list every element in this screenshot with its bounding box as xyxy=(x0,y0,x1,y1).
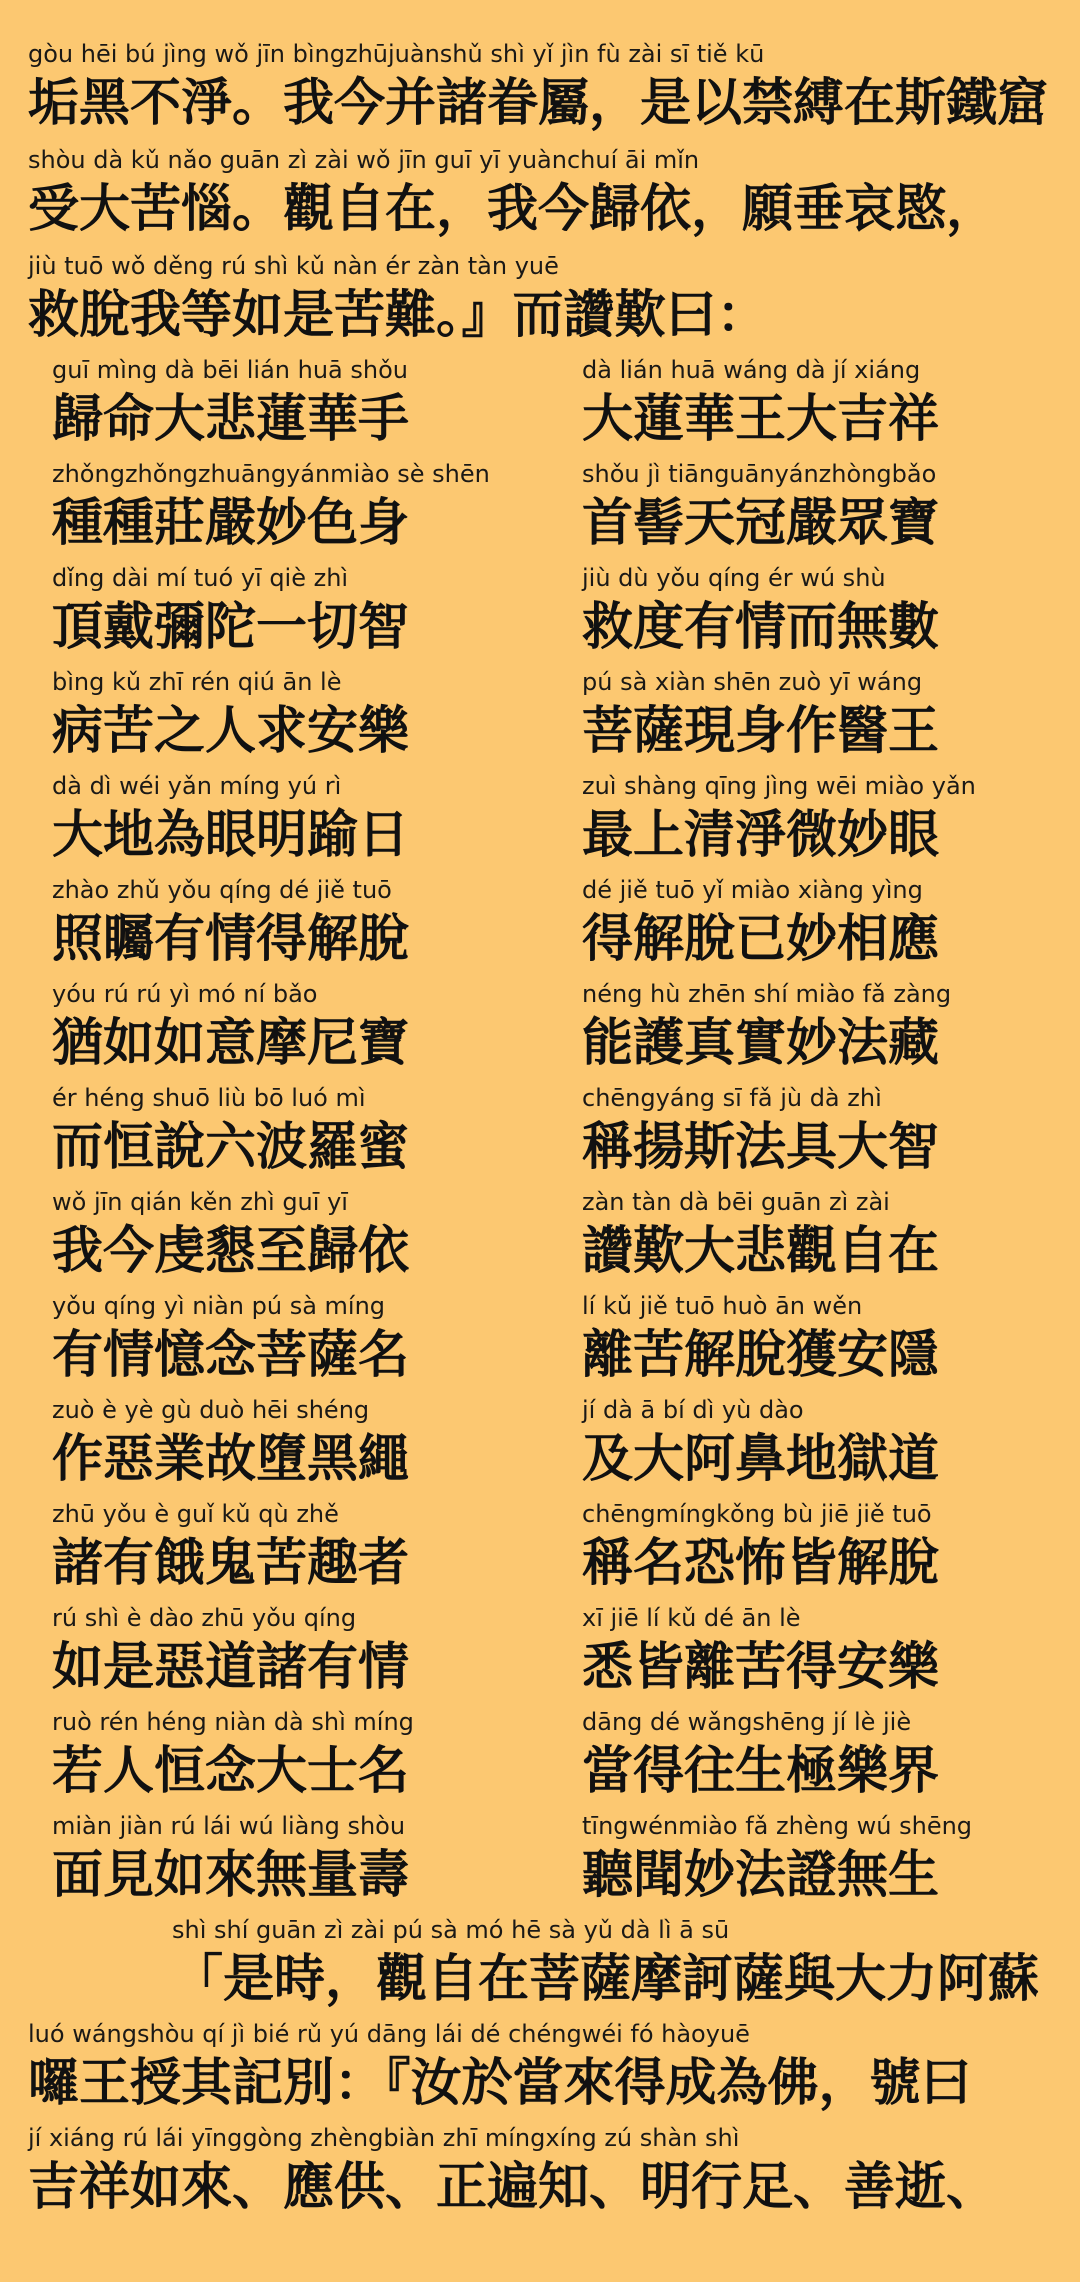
hanzi-line: 照矚有情得解脫 xyxy=(52,910,410,969)
verse-right xyxy=(582,1604,939,1700)
text-line-2 xyxy=(0,146,1080,250)
hanzi-line: 病苦之人求安樂 xyxy=(52,702,410,761)
verse-right xyxy=(582,876,939,972)
verse-left xyxy=(52,356,409,452)
hanzi-line: 大蓮華王大吉祥 xyxy=(582,390,940,449)
text-line-3 xyxy=(0,252,1080,356)
verse-right xyxy=(582,1292,939,1388)
hanzi-line: 當得往生極樂界 xyxy=(582,1742,940,1801)
verse-line-11 xyxy=(0,1396,1080,1500)
pinyin-line: shǒu jì tiānguānyánzhòngbǎo xyxy=(582,460,937,488)
hanzi-line: 稱名恐怖皆解脫 xyxy=(582,1534,940,1593)
hanzi-line: 讚歎大悲觀自在 xyxy=(582,1222,940,1281)
hanzi-line: 猶如如意摩尼寶 xyxy=(52,1014,410,1073)
hanzi-line: 而恒說六波羅蜜 xyxy=(52,1118,410,1177)
verse-line-15 xyxy=(0,1812,1080,1916)
text-line-6 xyxy=(0,2124,1080,2228)
pinyin-line: jiù dù yǒu qíng ér wú shù xyxy=(582,564,886,592)
pinyin-line: pú sà xiàn shēn zuò yī wáng xyxy=(582,668,923,696)
pinyin-line: dé jiě tuō yǐ miào xiàng yìng xyxy=(582,876,923,904)
pinyin-line: zhǒngzhǒngzhuāngyánmiào sè shēn xyxy=(52,460,490,488)
verse-line-10 xyxy=(0,1292,1080,1396)
verse-left xyxy=(52,1708,414,1804)
verse-left xyxy=(52,564,409,660)
verse-line-1 xyxy=(0,356,1080,460)
pinyin-line: chēngyáng sī fǎ jù dà zhì xyxy=(582,1084,882,1112)
hanzi-line: 歸命大悲蓮華手 xyxy=(52,390,410,449)
pinyin-line: zhū yǒu è guǐ kǔ qù zhě xyxy=(52,1500,339,1528)
hanzi-line: 「是時，觀自在菩薩摩訶薩與大力阿蘇 xyxy=(172,1950,1040,2009)
text-line-4 xyxy=(0,1916,1080,2020)
pinyin-line: tīngwénmiào fǎ zhèng wú shēng xyxy=(582,1812,973,1840)
verse-left xyxy=(52,980,409,1076)
verse-right xyxy=(582,564,939,660)
pinyin-line: dà lián huā wáng dà jí xiáng xyxy=(582,356,921,384)
verse-line-14 xyxy=(0,1708,1080,1812)
verse-right xyxy=(582,668,939,764)
hanzi-line: 大地為眼明踰日 xyxy=(52,806,410,865)
verse-right xyxy=(582,460,939,556)
verse-left xyxy=(52,1396,409,1492)
hanzi-line: 稱揚斯法具大智 xyxy=(582,1118,940,1177)
hanzi-line: 及大阿鼻地獄道 xyxy=(582,1430,940,1489)
pinyin-line: yóu rú rú yì mó ní bǎo xyxy=(52,980,318,1008)
hanzi-line: 首髻天冠嚴眾寶 xyxy=(582,494,940,553)
hanzi-line: 悉皆離苦得安樂 xyxy=(582,1638,940,1697)
pinyin-line: xī jiē lí kǔ dé ān lè xyxy=(582,1604,801,1632)
hanzi-line: 聽聞妙法證無生 xyxy=(582,1846,940,1905)
line-2-block xyxy=(28,146,1052,242)
pinyin-line: néng hù zhēn shí miào fǎ zàng xyxy=(582,980,952,1008)
verse-line-4 xyxy=(0,668,1080,772)
hanzi-line: 受大苦惱。觀自在，我今歸依，願垂哀愍， xyxy=(28,180,998,239)
verse-left xyxy=(52,772,409,868)
verse-left xyxy=(52,1500,409,1596)
verse-left xyxy=(52,1812,409,1908)
pinyin-line: luó wángshòu qí jì bié rǔ yú dāng lái dé chéngwéi fó hàoyuē xyxy=(28,2020,750,2048)
pinyin-line: shì shí guān zì zài pú sà mó hē sà yǔ dà lì ā sū xyxy=(172,1916,730,1944)
verse-right xyxy=(582,1708,939,1804)
verse-right xyxy=(582,1188,939,1284)
verse-right xyxy=(582,772,976,868)
verse-left xyxy=(52,1188,409,1284)
verse-line-9 xyxy=(0,1188,1080,1292)
pinyin-line: zuì shàng qīng jìng wēi miào yǎn xyxy=(582,772,976,800)
verse-line-8 xyxy=(0,1084,1080,1188)
pinyin-line: lí kǔ jiě tuō huò ān wěn xyxy=(582,1292,863,1320)
hanzi-line: 得解脫已妙相應 xyxy=(582,910,940,969)
pinyin-line: jiù tuō wǒ děng rú shì kǔ nàn ér zàn tàn yuē xyxy=(28,252,559,280)
hanzi-line: 種種莊嚴妙色身 xyxy=(52,494,410,553)
pinyin-line: zuò è yè gù duò hēi shéng xyxy=(52,1396,370,1424)
verse-right xyxy=(582,1500,939,1596)
verse-right xyxy=(582,1084,939,1180)
pinyin-line: dāng dé wǎngshēng jí lè jiè xyxy=(582,1708,912,1736)
pinyin-line: ruò rén héng niàn dà shì míng xyxy=(52,1708,414,1736)
verse-right xyxy=(582,980,951,1076)
pinyin-line: miàn jiàn rú lái wú liàng shòu xyxy=(52,1812,406,1840)
hanzi-line: 有情憶念菩薩名 xyxy=(52,1326,410,1385)
verse-line-2 xyxy=(0,460,1080,564)
hanzi-line: 菩薩現身作醫王 xyxy=(582,702,940,761)
verse-right xyxy=(582,356,939,452)
pinyin-line: ér héng shuō liù bō luó mì xyxy=(52,1084,366,1112)
line-1-block xyxy=(28,40,1052,136)
pinyin-line: dǐng dài mí tuó yī qiè zhì xyxy=(52,564,349,592)
text-line-1 xyxy=(0,40,1080,144)
hanzi-line: 若人恒念大士名 xyxy=(52,1742,410,1801)
line-3-block xyxy=(28,252,1052,348)
verse-left xyxy=(52,1604,409,1700)
verse-line-7 xyxy=(0,980,1080,1084)
hanzi-line: 囉王授其記別：『汝於當來得成為佛，號曰 xyxy=(28,2054,972,2113)
pinyin-line: rú shì è dào zhū yǒu qíng xyxy=(52,1604,357,1632)
line-5-block xyxy=(28,2020,1052,2116)
verse-right xyxy=(582,1812,972,1908)
hanzi-line: 諸有餓鬼苦趣者 xyxy=(52,1534,410,1593)
verse-line-12 xyxy=(0,1500,1080,1604)
text-line-5 xyxy=(0,2020,1080,2124)
pinyin-line: guī mìng dà bēi lián huā shǒu xyxy=(52,356,408,384)
pinyin-line: shòu dà kǔ nǎo guān zì zài wǒ jīn guī yī yuànchuí āi mǐn xyxy=(28,146,700,174)
pinyin-line: jí xiáng rú lái yīnggòng zhèngbiàn zhī míngxíng zú shàn shì xyxy=(28,2124,740,2152)
hanzi-line: 救脫我等如是苦難。』而讚歎曰： xyxy=(28,286,768,345)
hanzi-line: 能護真實妙法藏 xyxy=(582,1014,940,1073)
hanzi-line: 頂戴彌陀一切智 xyxy=(52,598,410,657)
verse-line-5 xyxy=(0,772,1080,876)
hanzi-line: 我今虔懇至歸依 xyxy=(52,1222,410,1281)
hanzi-line: 離苦解脫獲安隱 xyxy=(582,1326,940,1385)
verse-right xyxy=(582,1396,939,1492)
verse-line-3 xyxy=(0,564,1080,668)
verse-line-13 xyxy=(0,1604,1080,1708)
hanzi-line: 吉祥如來、應供、正遍知、明行足、善逝、 xyxy=(28,2158,998,2217)
pinyin-line: chēngmíngkǒng bù jiē jiě tuō xyxy=(582,1500,932,1528)
hanzi-line: 救度有情而無數 xyxy=(582,598,940,657)
hanzi-line: 如是惡道諸有情 xyxy=(52,1638,410,1697)
verse-left xyxy=(52,876,409,972)
pinyin-line: yǒu qíng yì niàn pú sà míng xyxy=(52,1292,386,1320)
verse-left xyxy=(52,1292,409,1388)
verse-line-6 xyxy=(0,876,1080,980)
pinyin-line: bìng kǔ zhī rén qiú ān lè xyxy=(52,668,342,696)
hanzi-line: 最上清淨微妙眼 xyxy=(582,806,940,865)
pinyin-line: zàn tàn dà bēi guān zì zài xyxy=(582,1188,890,1216)
pinyin-line: wǒ jīn qián kěn zhì guī yī xyxy=(52,1188,348,1216)
hanzi-line: 垢黑不淨。我今并諸眷屬，是以禁縛在斯鐵窟 xyxy=(28,74,1049,133)
hanzi-line: 面見如來無量壽 xyxy=(52,1846,410,1905)
verse-left xyxy=(52,1084,409,1180)
pinyin-line: zhào zhǔ yǒu qíng dé jiě tuō xyxy=(52,876,392,904)
line-4-block xyxy=(172,1916,1062,2012)
line-6-block xyxy=(28,2124,1052,2220)
hanzi-line: 作惡業故墮黑繩 xyxy=(52,1430,410,1489)
pinyin-line: gòu hēi bú jìng wǒ jīn bìngzhūjuànshǔ shì yǐ jìn fù zài sī tiě kū xyxy=(28,40,765,68)
verse-left xyxy=(52,668,409,764)
pinyin-line: jí dà ā bí dì yù dào xyxy=(582,1396,804,1424)
verse-left xyxy=(52,460,490,556)
pinyin-line: dà dì wéi yǎn míng yú rì xyxy=(52,772,342,800)
